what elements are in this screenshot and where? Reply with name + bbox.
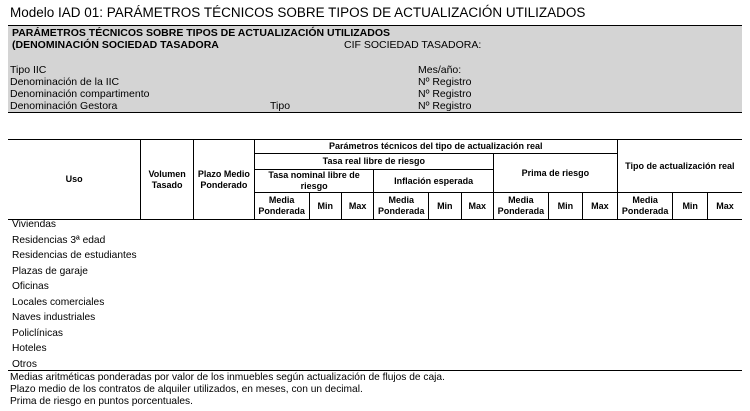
list-item: Residencias de estudiantes: [12, 250, 137, 261]
denom-gestora-label: Denominación Gestora: [10, 100, 118, 112]
max-header-1: Max: [341, 193, 373, 220]
tipo-actualizacion-header: Tipo de actualización real: [617, 140, 742, 193]
denom-compartimento-label: Denominación compartimento: [10, 88, 150, 100]
note-3: Prima de riesgo en puntos porcentuales.: [10, 396, 193, 407]
list-item: Hoteles: [12, 343, 47, 354]
note-2: Plazo medio de los contratos de alquiler utilizados, en meses, con un decimal.: [10, 384, 363, 395]
min-header-1: Min: [309, 193, 341, 220]
max-header-4: Max: [707, 193, 742, 220]
uso-list: [8, 217, 742, 372]
table-bottom-divider: [8, 370, 742, 371]
denom-iic-label: Denominación de la IIC: [10, 76, 120, 88]
list-item: Plazas de garaje: [12, 265, 88, 277]
inflacion-header: Inflación esperada: [374, 170, 494, 193]
media-header-1: Media Ponderada: [254, 193, 309, 220]
mes-ano-label: Mes/año:: [418, 64, 462, 76]
plazo-header: Plazo Medio Ponderado: [193, 140, 254, 220]
volumen-header: Volumen Tasado: [141, 140, 194, 220]
min-header-3: Min: [548, 193, 582, 220]
uso-header: Uso: [8, 140, 141, 220]
tasa-real-header: Tasa real libre de riesgo: [254, 154, 493, 170]
min-header-2: Min: [429, 193, 461, 220]
min-header-4: Min: [673, 193, 707, 220]
list-item: Oficinas: [12, 281, 49, 292]
registro-label-3: Nº Registro: [418, 100, 472, 112]
header-box: [8, 25, 742, 113]
note-1: Medias aritméticas ponderadas por valor de los inmuebles según actualización de flujos de caja.: [10, 372, 445, 383]
max-header-3: Max: [583, 193, 618, 220]
tipo-label: Tipo: [270, 100, 291, 112]
prima-header: Prima de riesgo: [493, 154, 617, 193]
registro-label-2: Nº Registro: [418, 88, 472, 100]
list-item: Policlínicas: [12, 327, 63, 339]
registro-label-1: Nº Registro: [418, 76, 472, 88]
page-title: Modelo IAD 01: PARÁMETROS TÉCNICOS SOBRE TIPOS DE ACTUALIZACIÓN UTILIZADOS: [10, 5, 586, 20]
tasa-nominal-header: Tasa nominal libre de riesgo: [254, 170, 374, 193]
parametros-header: Parámetros técnicos del tipo de actualización real: [254, 140, 617, 154]
media-header-2: Media Ponderada: [374, 193, 429, 220]
cif-label: CIF SOCIEDAD TASADORA:: [344, 39, 482, 51]
header-heading: PARÁMETROS TÉCNICOS SOBRE TIPOS DE ACTUALIZACIÓN UTILIZADOS: [12, 27, 391, 39]
media-header-4: Media Ponderada: [617, 193, 673, 220]
parameters-table: [8, 139, 742, 220]
list-item: Otros: [12, 358, 37, 370]
max-header-2: Max: [461, 193, 493, 220]
tipo-iic-label: Tipo IIC: [10, 64, 47, 76]
list-item: Viviendas: [12, 219, 56, 230]
company-name-label: (DENOMINACIÓN SOCIEDAD TASADORA: [12, 39, 219, 51]
list-item: Residencias 3ª edad: [12, 234, 106, 246]
list-item: Naves industriales: [12, 312, 96, 323]
list-item: Locales comerciales: [12, 296, 105, 308]
media-header-3: Media Ponderada: [493, 193, 548, 220]
